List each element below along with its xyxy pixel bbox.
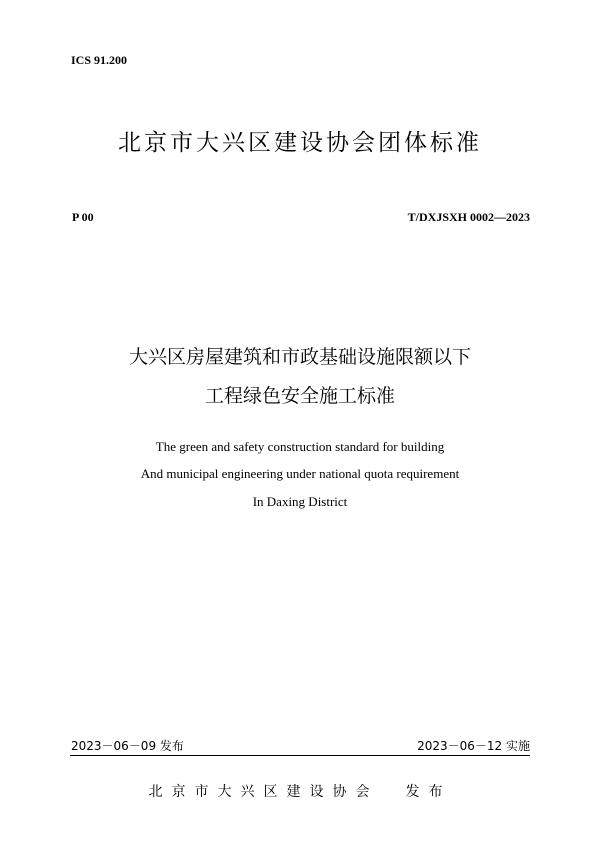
divider-line <box>70 755 530 756</box>
chinese-title-line-1: 大兴区房屋建筑和市政基础设施限额以下 <box>128 346 471 368</box>
chinese-title-line-2: 工程绿色安全施工标准 <box>204 385 395 407</box>
ics-code: ICS 91.200 <box>71 53 128 67</box>
english-title-line-3: In Daxing District <box>252 494 348 509</box>
classification-code: P 00 <box>72 210 94 224</box>
publisher-line: 北京市大兴区建设协会 发布 <box>148 784 452 800</box>
english-title-line-2: And municipal engineering under national quota requirement <box>140 466 460 481</box>
standard-number: T/DXJSXH 0002—2023 <box>407 210 530 224</box>
issue-date: 2023－06－09 发布 <box>71 739 184 753</box>
effective-date: 2023－06－12 实施 <box>417 739 530 753</box>
organization-title: 北京市大兴区建设协会团体标准 <box>118 130 482 156</box>
english-title-line-1: The green and safety construction standard for building <box>155 439 445 454</box>
